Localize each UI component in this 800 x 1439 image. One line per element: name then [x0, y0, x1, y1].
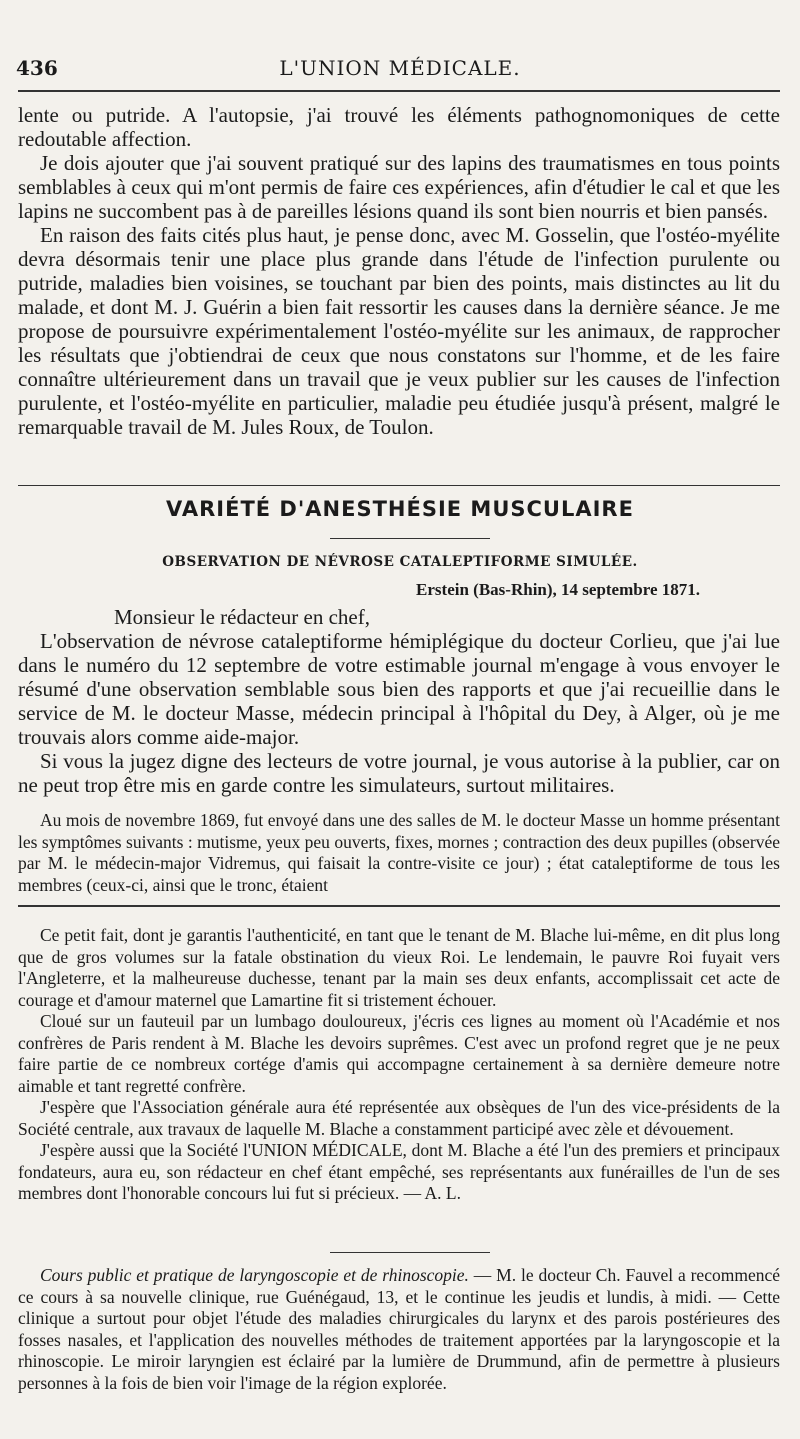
top-paragraph-1: lente ou putride. A l'autopsie, j'ai trouvé les éléments pathognomoniques de cette redoutable affection. [18, 103, 780, 151]
running-title: L'UNION MÉDICALE. [279, 56, 521, 80]
page-number: 436 [16, 56, 58, 80]
letter-paragraph-1: L'observation de névrose cataleptiforme hémiplégique du docteur Corlieu, que j'ai lue dans le numéro du 12 septembre de votre estimable journal m'engage à vous envoyer le résumé d'une observation semblable sous bien des rapports et que j'ai recueillie dans le service de M. le docteur Masse, médecin principal à l'hôpital du Dey, à Alger, où je me trouvais alors comme aide-major. [18, 629, 780, 749]
notice [18, 1265, 780, 1394]
header-rule [18, 90, 780, 92]
notice-lead: Cours public et pratique de laryngoscopie et de rhinoscopie. [40, 1265, 469, 1285]
feuilleton-paragraph-3: J'espère que l'Association générale aura été représentée aux obsèques de l'un des vice-présidents de la Société centrale, aux travaux de laquelle M. Blache a constamment participé avec zèle et dévouement. [18, 1097, 780, 1139]
top-paragraph-2: Je dois ajouter que j'ai souvent pratiqué sur des lapins des traumatismes en tous points semblables à ceux qui m'ont permis de faire ces expériences, afin d'étudier le cal et que les lapins ne succombent pas à de pareilles lésions quand ils sont bien nourris et bien pansés. [18, 151, 780, 223]
letter-body [18, 605, 780, 797]
dateline: Erstein (Bas-Rhin), 14 septembre 1871. [416, 580, 700, 599]
observation-paragraph: Au mois de novembre 1869, fut envoyé dans une des salles de M. le docteur Masse un homme présentant les symptômes suivants : mutisme, yeux peu ouverts, fixes, mornes ; contraction des deux pupilles (observée par M. le médecin-major Vidremus, qui faisait la contre-visite ce jour) ; état cataleptiforme de tous les membres (ceux-ci, ainsi que le tronc, étaient [18, 810, 780, 895]
salutation: Monsieur le rédacteur en chef, [114, 605, 370, 629]
section-title: VARIÉTÉ D'ANESTHÉSIE MUSCULAIRE [166, 497, 634, 521]
feuilleton [18, 925, 780, 1205]
feuilleton-paragraph-4: J'espère aussi que la Société l'UNION MÉDICALE, dont M. Blache a été l'un des premiers et principaux fondateurs, aura eu, son rédacteur en chef étant empêché, ses représentants aux funérailles de l'un de ses membres dont l'honorable concours lui fut si précieux. — A. L. [18, 1140, 780, 1203]
observation-text [18, 810, 780, 896]
title-underline [330, 538, 490, 539]
top-paragraph-3: En raison des faits cités plus haut, je pense donc, avec M. Gosselin, que l'ostéo-myélite devra désormais tenir une place plus grande dans l'étude de l'infection purulente ou putride, maladies bien voisines, se touchant par bien des points, mais distinctes au lit du malade, et dont M. J. Guérin a bien fait ressortir les causes dans la dernière séance. Je me propose de poursuivre expérimentalement l'ostéo-myélite sur les animaux, de rapprocher les résultats que j'obtiendrai de ceux que nous constatons sur l'homme, et de les faire connaître ultérieurement dans un travail que je veux publier sur les causes de l'infection purulente, et l'ostéo-myélite en particulier, maladie peu étudiée jusqu'à présent, malgré le remarquable travail de M. Jules Roux, de Toulon. [18, 223, 780, 439]
notice-body: — M. le docteur Ch. Fauvel a recommencé ce cours à sa nouvelle clinique, rue Guénégaud, 13, et le continue les jeudis et lundis, à midi. — Cette clinique a surtout pour objet l'étude des maladies chirurgicales du larynx et des parois postérieures des fosses nasales, et l'application des nouvelles méthodes de traitement apportées par la laryngoscopie et la rhinoscopie. Le miroir laryngien est éclairé par la lumière de Drummund, afin de permettre à plusieurs personnes à la fois de bien voir l'image de la région explorée. [18, 1265, 780, 1393]
feuilleton-rule [18, 905, 780, 907]
notice-rule [330, 1252, 490, 1253]
feuilleton-paragraph-2: Cloué sur un fauteuil par un lumbago douloureux, j'écris ces lignes au moment où l'Académie et nos confrères de Paris rendent à M. Blache les devoirs suprêmes. C'est avec un profond regret que je ne peux faire partie de ce nombreux cortége d'amis qui accompagne certainement à sa dernière demeure notre aimable et tant regretté confrère. [18, 1011, 780, 1096]
feuilleton-paragraph-1: Ce petit fait, dont je garantis l'authenticité, en tant que le tenant de M. Blache lui-même, en dit plus long que de gros volumes sur la fatale obstination du vieux Roi. Le lendemain, le pauvre Roi fuyait vers l'Angleterre, et la malheureuse duchesse, tenant par la main ses deux enfants, accomplissait cet acte de courage et d'amour maternel que Lamartine fit si tristement échouer. [18, 925, 780, 1010]
section-rule-top [18, 485, 780, 486]
top-article [18, 103, 780, 439]
section-subtitle: OBSERVATION DE NÉVROSE CATALEPTIFORME SIMULÉE. [162, 554, 638, 570]
letter-paragraph-2: Si vous la jugez digne des lecteurs de votre journal, je vous autorise à la publier, car on ne peut trop être mis en garde contre les simulateurs, surtout militaires. [18, 749, 780, 797]
